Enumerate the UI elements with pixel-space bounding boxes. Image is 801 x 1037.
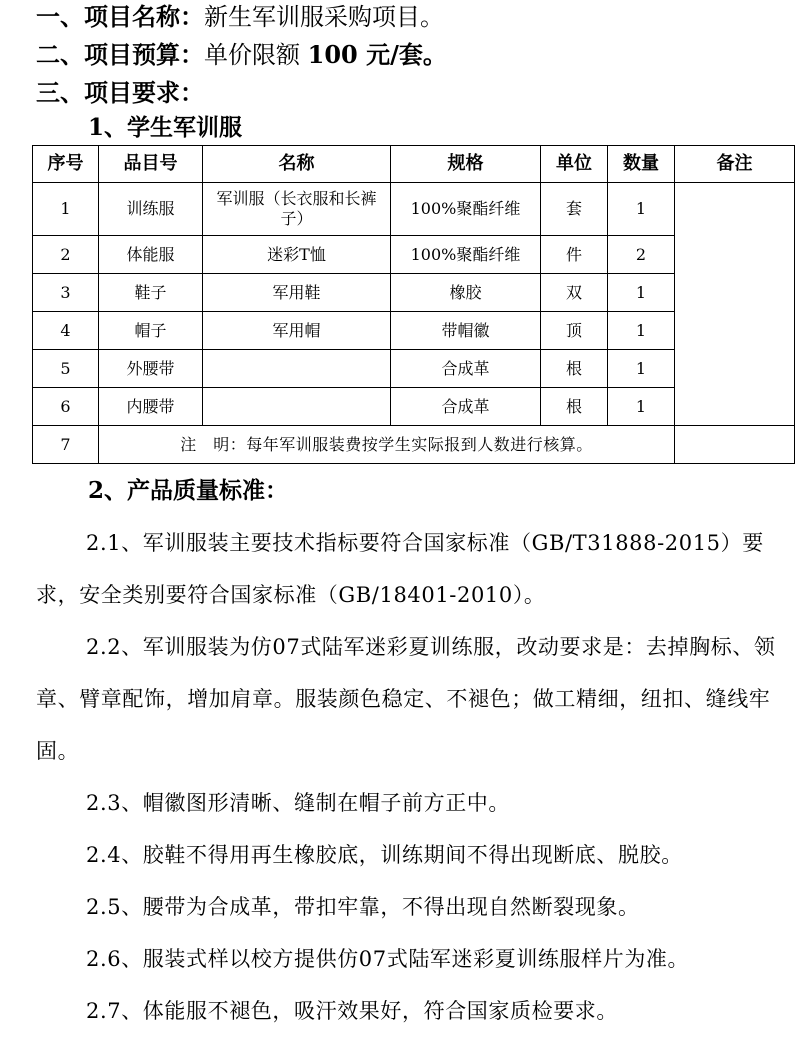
table-row — [33, 183, 795, 236]
project-budget-label: 二、项目预算： — [36, 40, 204, 69]
cell-index: 1 — [33, 183, 99, 236]
project-name-heading — [36, 2, 444, 32]
header-remarks: 备注 — [675, 146, 795, 183]
cell-index: 2 — [33, 236, 99, 274]
cell-spec: 100%聚酯纤维 — [391, 236, 541, 274]
header-quantity: 数量 — [608, 146, 675, 183]
project-budget-amount: 100 — [307, 40, 358, 69]
cell-spec: 橡胶 — [391, 274, 541, 312]
cell-quantity: 1 — [608, 350, 675, 388]
cell-quantity: 2 — [608, 236, 675, 274]
project-name-value: 新生军训服采购项目。 — [204, 3, 444, 31]
cell-remarks — [675, 426, 795, 464]
cell-spec: 带帽徽 — [391, 312, 541, 350]
header-spec: 规格 — [391, 146, 541, 183]
cell-unit: 套 — [541, 183, 608, 236]
cell-item-code: 外腰带 — [99, 350, 203, 388]
cell-index: 3 — [33, 274, 99, 312]
project-requirements-heading — [36, 78, 204, 108]
cell-index: 7 — [33, 426, 99, 464]
section2-title: 2、产品质量标准： — [88, 477, 289, 504]
header-name: 名称 — [203, 146, 391, 183]
table-note: 注 明：每年军训服装费按学生实际报到人数进行核算。 — [99, 426, 675, 464]
standard-item: 2.2、军训服装为仿07式陆军迷彩夏训练服，改动要求是：去掉胸标、领章、臂章配饰，增加肩章。服装颜色稳定、不褪色；做工精细，纽扣、缝线牢固。 — [36, 635, 776, 763]
project-budget-suffix: 元/套。 — [357, 40, 447, 69]
project-requirements-label: 三、项目要求： — [36, 78, 204, 107]
cell-index: 5 — [33, 350, 99, 388]
cell-unit: 顶 — [541, 312, 608, 350]
cell-unit: 根 — [541, 388, 608, 426]
standard-item: 2.6、服装式样以校方提供仿07式陆军迷彩夏训练服样片为准。 — [86, 947, 690, 971]
cell-unit: 根 — [541, 350, 608, 388]
cell-name: 迷彩T恤 — [203, 236, 391, 274]
header-unit: 单位 — [541, 146, 608, 183]
standard-item: 2.1、军训服装主要技术指标要符合国家标准（GB/T31888-2015）要求，安全类别要符合国家标准（GB/18401-2010）。 — [36, 531, 764, 607]
header-index: 序号 — [33, 146, 99, 183]
cell-remarks — [675, 183, 795, 426]
cell-name — [203, 388, 391, 426]
cell-quantity: 1 — [608, 183, 675, 236]
cell-name — [203, 350, 391, 388]
cell-spec: 100%聚酯纤维 — [391, 183, 541, 236]
section1-title: 1、学生军训服 — [88, 114, 243, 141]
cell-quantity: 1 — [608, 388, 675, 426]
standard-item: 2.4、胶鞋不得用再生橡胶底，训练期间不得出现断底、脱胶。 — [86, 843, 683, 867]
cell-item-code: 鞋子 — [99, 274, 203, 312]
project-name-label: 一、项目名称： — [36, 2, 204, 31]
cell-name: 军用鞋 — [203, 274, 391, 312]
table-header-row — [33, 146, 795, 183]
uniform-items-table — [32, 145, 795, 464]
cell-index: 6 — [33, 388, 99, 426]
cell-item-code: 内腰带 — [99, 388, 203, 426]
cell-quantity: 1 — [608, 274, 675, 312]
cell-name: 军用帽 — [203, 312, 391, 350]
standard-item: 2.3、帽徽图形清晰、缝制在帽子前方正中。 — [86, 791, 510, 815]
project-budget-heading — [36, 40, 447, 70]
cell-item-code: 训练服 — [99, 183, 203, 236]
cell-quantity: 1 — [608, 312, 675, 350]
cell-item-code: 体能服 — [99, 236, 203, 274]
cell-index: 4 — [33, 312, 99, 350]
cell-unit: 双 — [541, 274, 608, 312]
standard-item: 2.7、体能服不褪色，吸汗效果好，符合国家质检要求。 — [86, 999, 618, 1023]
header-item-code: 品目号 — [99, 146, 203, 183]
cell-spec: 合成革 — [391, 350, 541, 388]
project-budget-prefix: 单价限额 — [204, 41, 308, 69]
cell-item-code: 帽子 — [99, 312, 203, 350]
cell-spec: 合成革 — [391, 388, 541, 426]
cell-name: 军训服（长衣服和长裤子） — [203, 183, 391, 236]
cell-unit: 件 — [541, 236, 608, 274]
table-note-row — [33, 426, 795, 464]
standard-item: 2.5、腰带为合成革，带扣牢靠，不得出现自然断裂现象。 — [86, 895, 640, 919]
